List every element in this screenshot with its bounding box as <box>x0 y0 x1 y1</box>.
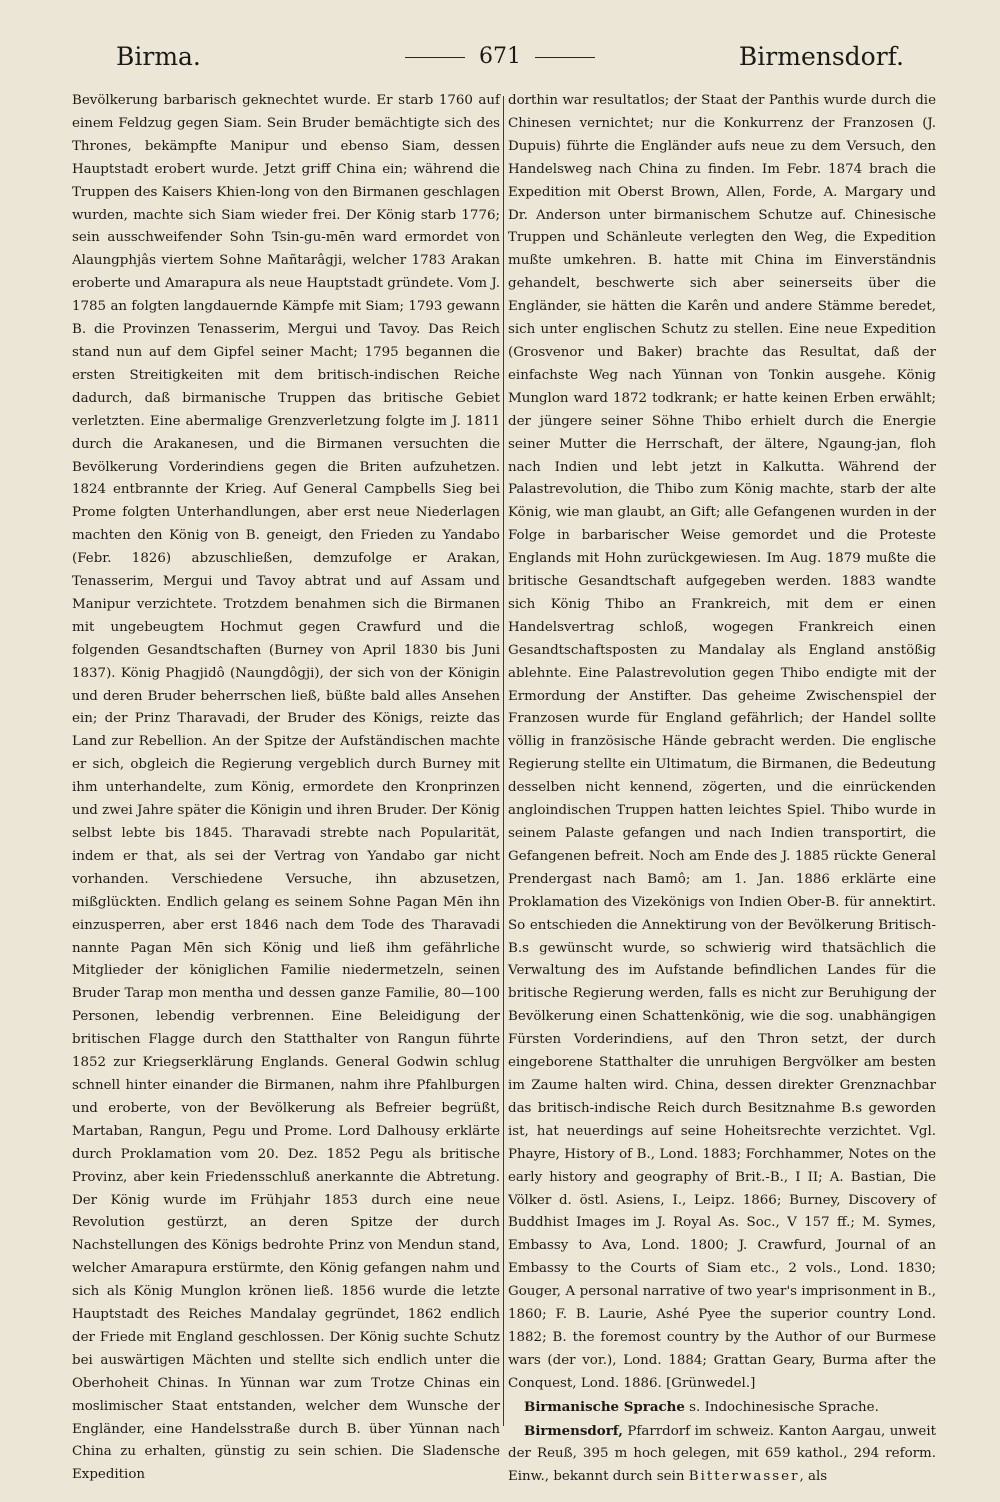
right-column <box>508 90 936 1485</box>
column-divider <box>503 96 504 1426</box>
right-column-text: dorthin war resultatlos; der Staat der Panthis wurde durch die Chinesen vernichtet; nur die Konkurrenz der Franzosen (J. Dupuis) führte die Engländer aufs neue zu dem Versuch, den Handelsweg nach China zu finden. Im Febr. 1874 brach die Expedition mit Oberst Brown, Allen, Forde, A. Margary und Dr. Anderson unter birmanischem Schutze auf. Chinesische Truppen und Schänleute verlegten den Weg, die Expedition mußte umkehren. B. hatte mit China im Einverständnis gehandelt, beschwerte sich aber seinerseits über die Engländer, sie hätten die Karên und andere Stämme beredet, sich unter englischen Schutz zu stellen. Eine neue Expedition (Grosvenor und Baker) brachte das Resultat, daß der einfachste Weg nach Yünnan von Tonkin ausgehe. König Munglon ward 1872 todkrank; er hatte keinen Erben erwählt; der jüngere seiner Söhne Thibo erhielt durch die Energie seiner Mutter die Herrschaft, der ältere, Ngaung-jan, floh nach Indien und lebt jetzt in Kalkutta. Während der Palastrevolution, die Thibo zum König machte, starb der alte König, wie man glaubt, an Gift; alle Gefangenen wurden in der Folge in barbarischer Weise gemordet und die Proteste Englands mit Hohn zurückgewiesen. Im Aug. 1879 mußte die britische Gesandtschaft aufgegeben werden. 1883 wandte sich König Thibo an Frankreich, mit dem er einen Handelsvertrag schloß, wogegen Frankreich einen Gesandtschaftsposten zu Mandalay als England anstößig ablehnte. Eine Palastrevolution gegen Thibo endigte mit der Ermordung der Anstifter. Das geheime Zwischenspiel der Franzosen wurde für England gefährlich; der Handel sollte völlig in französische Hände gebracht werden. Die englische Regierung stellte ein Ultimatum, die Birmanen, die Bedeutung desselben nicht kennend, zögerten, und die einrückenden angloindischen Truppen hatten leichtes Spiel. Thibo wurde in seinem Palaste gefangen und nach Indien transportirt, die Gefangenen befreit. Noch am Ende des J. 1885 rückte General Prendergast nach Bamô; am 1. Jan. 1886 erklärte eine Proklamation des Vizekönigs von Indien Ober-B. für annektirt. So entschieden die Annektirung von der Bevölkerung Britisch-B.s gewünscht wurde, so schwierig wird thatsächlich die Verwaltung des im Aufstande befindlichen Landes für die britische Regierung werden, falls es nicht zur Beruhigung der Bevölkerung einen Schattenkönig, wie die sog. unabhängigen Fürsten Vorderindiens, auf den Thron setzt, der durch eingeborene Statthalter die unruhigen Bergvölker am besten im Zaume halten wird. China, dessen direkter Grenznachbar das britisch-indische Reich durch Besitznahme B.s geworden ist, hat neuerdings auf seine Hoheitsrechte verzichtet. Vgl. Phayre, History of B., Lond. 1883; Forchhammer, Notes on the early history and geography of Brit.-B., I II; A. Bastian, Die Völker d. östl. Asiens, I., Leipz. 1866; Burney, Discovery of Buddhist Images im J. Royal As. Soc., V 157 ff.; M. Symes, Embassy to Ava, Lond. 1800; J. Crawfurd, Journal of an Embassy to the Courts of Siam etc., 2 vols., Lond. 1830; Gouger, A personal narrative of two year's imprisonment in B., 1860; F. B. Laurie, Ashé Pyee the superior country Lond. 1882; B. the foremost country by the Author of our Burmese wars (der vor.), Lond. 1884; Grattan Geary, Burma after the Conquest, Lond. 1886. [Grünwedel.] <box>508 93 936 1391</box>
entry-text: Pfarrdorf im schweiz. Kanton Aargau, unweit der Reuß, 395 m hoch gelegen, mit 659 kathol., 294 reform. Einw., bekannt durch sein <box>508 1423 936 1485</box>
entry-lemma: Birmanische Sprache <box>524 1398 685 1415</box>
entry-birmanische-sprache <box>508 1396 936 1420</box>
header-rule-left <box>405 57 465 58</box>
running-head-left: Birma. <box>116 42 201 71</box>
entry-text: s. Indochinesische Sprache. <box>684 1399 879 1415</box>
page-number: 671 <box>479 44 521 69</box>
header-rule-right <box>535 57 595 58</box>
left-column <box>72 90 500 1483</box>
running-head-right: Birmensdorf. <box>738 42 904 71</box>
entry-spaced-term: Bitterwasser <box>688 1469 800 1485</box>
entry-lemma: Birmensdorf, <box>524 1422 623 1439</box>
entry-birmensdorf <box>508 1420 936 1490</box>
left-column-text: Bevölkerung barbarisch geknechtet wurde. Er starb 1760 auf einem Feldzug gegen Siam. Sein Bruder bemächtigte sich des Thrones, bekämpfte Manipur und ebenso Siam, dessen Hauptstadt erobert wurde. Jetzt griff China ein; während die Truppen des Kaisers Khien-long von den Birmanen geschlagen wurden, machte sich Siam wieder frei. Der König starb 1776; sein ausschweifender Sohn Tsin-gu-mēn ward ermordet von Alaungphjâs viertem Sohne Mañtarâgji, welcher 1783 Arakan eroberte und Amarapura als neue Hauptstadt gründete. Vom J. 1785 an folgten langdauernde Kämpfe mit Siam; 1793 gewann B. die Provinzen Tenasserim, Mergui und Tavoy. Das Reich stand nun auf dem Gipfel seiner Macht; 1795 begannen die ersten Streitigkeiten mit dem britisch-indischen Reiche dadurch, daß birmanische Truppen das britische Gebiet verletzten. Eine abermalige Grenzverletzung folgte im J. 1811 durch die Arakanesen, und die Birmanen versuchten die Bevölkerung Vorderindiens gegen die Briten aufzuhetzen. 1824 entbrannte der Krieg. Auf General Campbells Sieg bei Prome folgten Unterhandlungen, aber erst neue Niederlagen machten den König von B. geneigt, den Frieden zu Yandabo (Febr. 1826) abzuschließen, demzufolge er Arakan, Tenasserim, Mergui und Tavoy abtrat und auf Assam und Manipur verzichtete. Trotzdem benahmen sich die Birmanen mit ungebeugtem Hochmut gegen Crawfurd und die folgenden Gesandtschaften (Burney von April 1830 bis Juni 1837). König Phagjidô (Naungdôgji), der sich von der Königin und deren Bruder beherrschen ließ, büßte bald alles Ansehen ein; der Prinz Tharavadi, der Bruder des Königs, reizte das Land zur Rebellion. An der Spitze der Aufständischen machte er sich, obgleich die Regierung vergeblich durch Burney mit ihm unterhandelte, zum König, ermordete den Kronprinzen und zwei Jahre später die Königin und ihren Bruder. Der König selbst lebte bis 1845. Tharavadi strebte nach Popularität, indem er that, als sei der Vertrag von Yandabo gar nicht vorhanden. Verschiedene Versuche, ihn abzusetzen, mißglückten. Endlich gelang es seinem Sohne Pagan Mēn ihn einzusperren, aber erst 1846 nach dem Tode des Tharavadi nannte Pagan Mēn sich König und ließ ihm gefährliche Mitglieder der königlichen Familie niedermetzeln, seinen Bruder Tarap mon mentha und dessen ganze Familie, 80—100 Personen, lebendig verbrennen. Eine Beleidigung der britischen Flagge durch den Statthalter von Rangun führte 1852 zur Kriegserklärung Englands. General Godwin schlug schnell hinter einander die Birmanen, nahm ihre Pfahlburgen und eroberte, von der Bevölkerung als Befreier begrüßt, Martaban, Rangun, Pegu und Prome. Lord Dalhousy erklärte durch Proklamation vom 20. Dez. 1852 Pegu als britische Provinz, aber kein Friedensschluß anerkannte die Abtretung. Der König wurde im Frühjahr 1853 durch eine neue Revolution gestürzt, an deren Spitze der durch Nachstellungen des Königs bedrohte Prinz von Mendun stand, welcher Amarapura erstürmte, den König gefangen nahm und sich als König Munglon krönen ließ. 1856 wurde die letzte Hauptstadt des Reiches Mandalay gegründet, 1862 endlich der Friede mit England geschlossen. Der König suchte Schutz bei auswärtigen Mächten und stellte sich endlich unter die Oberhoheit Chinas. In Yünnan war zum Trotze Chinas ein moslimischer Staat entstanden, welcher dem Wunsche der Engländer, eine Handelsstraße durch B. über Yünnan nach China zu erhalten, günstig zu sein schien. Die Sladensche Expedition <box>72 93 500 1483</box>
entry-text-end: , als <box>799 1469 828 1485</box>
